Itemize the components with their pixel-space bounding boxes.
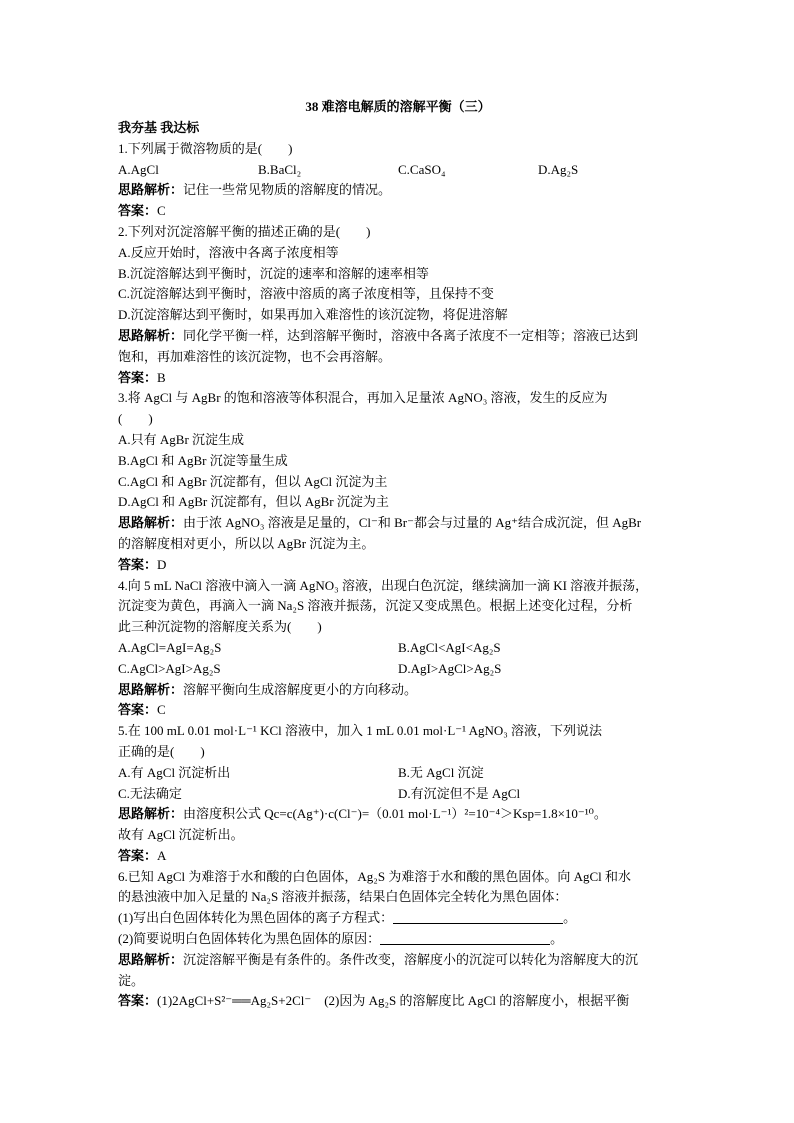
period: 。 <box>550 931 564 947</box>
page-title: 38 难溶电解质的溶解平衡（三） <box>305 99 491 114</box>
option-c: C.AgCl 和 AgBr 沉淀都有，但以 AgCl 沉淀为主 <box>118 473 388 489</box>
option-d: D.有沉淀但不是 AgCl <box>398 785 521 801</box>
question-stem-continued: 的悬浊液中加入足量的 Na₂S 溶液并振荡，结果白色固体完全转化为黑色固体： <box>118 889 568 905</box>
analysis-continued: 故有 AgCl 沉淀析出。 <box>118 827 244 843</box>
question-1 <box>118 139 678 222</box>
answer-blank-2 <box>380 930 550 945</box>
question-stem: 3.将 AgCl 与 AgBr 的饱和溶液等体积混合，再加入足量浓 AgNO₃ 溶液，发生的反应为 <box>118 390 608 406</box>
analysis-text: 溶解平衡向生成溶解度更小的方向移动。 <box>183 681 418 697</box>
analysis-text: 沉淀溶解平衡是有条件的。条件改变，溶解度小的沉淀可以转化为溶解度大的沉 <box>183 951 639 967</box>
analysis <box>118 950 678 971</box>
analysis-label: 思路解析： <box>118 951 184 967</box>
option-row <box>118 160 678 181</box>
question-stem: 5.在 100 mL 0.01 mol·L⁻¹ KCl 溶液中，加入 1 mL 0.01 mol·L⁻¹ AgNO₃ 溶液，下列说法 <box>118 723 603 739</box>
analysis-label: 思路解析： <box>118 806 184 822</box>
question-stem-continued: 正确的是( ) <box>118 743 205 759</box>
option-b: B.AgCl 和 AgBr 沉淀等量生成 <box>118 452 288 468</box>
answer <box>118 846 678 867</box>
option-row <box>118 659 678 680</box>
analysis <box>118 326 678 347</box>
question-4 <box>118 576 678 722</box>
answer-value: D <box>157 556 167 572</box>
question-stem: 1.下列属于微溶物质的是( ) <box>118 140 293 156</box>
option-c: C.AgCl>AgI>Ag₂S <box>118 660 221 676</box>
analysis-continued: 的溶解度相对更小，所以以 AgBr 沉淀为主。 <box>118 535 375 551</box>
document-content <box>118 96 678 1012</box>
option-a: A.AgCl=AgI=Ag₂S <box>118 639 222 655</box>
answer-blank-1 <box>393 909 563 924</box>
answer-value: B <box>157 369 166 385</box>
option-a: A.只有 AgBr 沉淀生成 <box>118 431 245 447</box>
question-stem-continued: 此三种沉淀物的溶解度关系为( ) <box>118 619 322 635</box>
analysis-continued: 饱和，再加难溶性的该沉淀物，也不会再溶解。 <box>118 348 392 364</box>
question-stem: 4.向 5 mL NaCl 溶液中滴入一滴 AgNO₃ 溶液，出现白色沉淀，继续滴加一滴 KI 溶液并振荡， <box>118 577 649 593</box>
question-stem-continued: ( ) <box>118 411 153 427</box>
option-b: B.AgCl<AgI<Ag₂S <box>398 639 501 655</box>
question-stem-continued: 沉淀变为黄色，再滴入一滴 Na₂S 溶液并振荡，沉淀又变成黑色。根据上述变化过程，分析 <box>118 598 633 614</box>
answer-label: 答案： <box>118 369 158 385</box>
analysis-text: 由溶度积公式 Qc=c(Ag⁺)·c(Cl⁻)=（0.01 mol·L⁻¹）²=10⁻⁴＞Ksp=1.8×10⁻¹⁰。 <box>183 806 607 822</box>
answer-label: 答案： <box>118 556 158 572</box>
analysis-continued: 淀。 <box>118 972 145 988</box>
analysis-text: 同化学平衡一样，达到溶解平衡时，溶液中各离子浓度不一定相等；溶液已达到 <box>183 327 639 343</box>
option-b: B.无 AgCl 沉淀 <box>398 764 484 780</box>
analysis <box>118 680 678 701</box>
answer-label: 答案： <box>118 203 158 219</box>
option-b: B.BaCl₂ <box>258 161 302 177</box>
analysis-label: 思路解析： <box>118 681 184 697</box>
question-3 <box>118 388 678 575</box>
analysis <box>118 180 678 201</box>
sub-question-1-text: (1)写出白色固体转化为黑色固体的离子方程式： <box>118 910 394 926</box>
question-5 <box>118 721 678 867</box>
answer-value: A <box>157 847 167 863</box>
option-b: B.沉淀溶解达到平衡时，沉淀的速率和溶解的速率相等 <box>118 265 429 281</box>
answer <box>118 700 678 721</box>
answer <box>118 555 678 576</box>
option-d: D.沉淀溶解达到平衡时，如果再加入难溶性的该沉淀物，将促进溶解 <box>118 307 508 323</box>
answer-label: 答案： <box>118 993 158 1009</box>
question-6 <box>118 867 678 1013</box>
option-c: C.沉淀溶解达到平衡时，溶液中溶质的离子浓度相等，且保持不变 <box>118 286 494 302</box>
option-a: A.AgCl <box>118 161 159 177</box>
question-2 <box>118 222 678 388</box>
option-row <box>118 638 678 659</box>
option-row <box>118 763 678 784</box>
option-d: D.Ag₂S <box>538 161 579 177</box>
sub-question-1 <box>118 908 678 929</box>
option-c: C.CaSO₄ <box>398 161 446 177</box>
analysis-label: 思路解析： <box>118 182 184 198</box>
analysis <box>118 513 678 534</box>
question-stem: 6.已知 AgCl 为难溶于水和酸的白色固体，Ag₂S 为难溶于水和酸的黑色固体。向 AgCl 和水 <box>118 868 631 884</box>
sub-question-2 <box>118 929 678 950</box>
answer-label: 答案： <box>118 702 158 718</box>
analysis-label: 思路解析： <box>118 327 184 343</box>
answer-value: C <box>157 203 166 219</box>
analysis-text: 记住一些常见物质的溶解度的情况。 <box>183 182 392 198</box>
analysis-text: 由于浓 AgNO₃ 溶液是足量的，Cl⁻和 Br⁻都会与过量的 Ag⁺结合成沉淀，但 AgBr <box>183 515 642 531</box>
analysis <box>118 804 678 825</box>
section-label: 我夯基 我达标 <box>118 120 200 135</box>
answer <box>118 368 678 389</box>
answer-label: 答案： <box>118 847 158 863</box>
sub-question-2-text: (2)简要说明白色固体转化为黑色固体的原因： <box>118 931 381 947</box>
question-stem: 2.下列对沉淀溶解平衡的描述正确的是( ) <box>118 223 371 239</box>
period: 。 <box>563 910 577 926</box>
option-a: A.有 AgCl 沉淀析出 <box>118 764 231 780</box>
answer-value: C <box>157 702 166 718</box>
option-row <box>118 784 678 805</box>
option-d: D.AgCl 和 AgBr 沉淀都有，但以 AgBr 沉淀为主 <box>118 494 389 510</box>
option-a: A.反应开始时，溶液中各离子浓度相等 <box>118 244 339 260</box>
option-d: D.AgI>AgCl>Ag₂S <box>398 660 502 676</box>
analysis-label: 思路解析： <box>118 515 184 531</box>
option-c: C.无法确定 <box>118 785 182 801</box>
answer-value: (1)2AgCl+S²⁻══Ag₂S+2Cl⁻ (2)因为 Ag₂S 的溶解度比 AgCl 的溶解度小，根据平衡 <box>157 993 630 1009</box>
answer <box>118 201 678 222</box>
answer <box>118 991 678 1012</box>
